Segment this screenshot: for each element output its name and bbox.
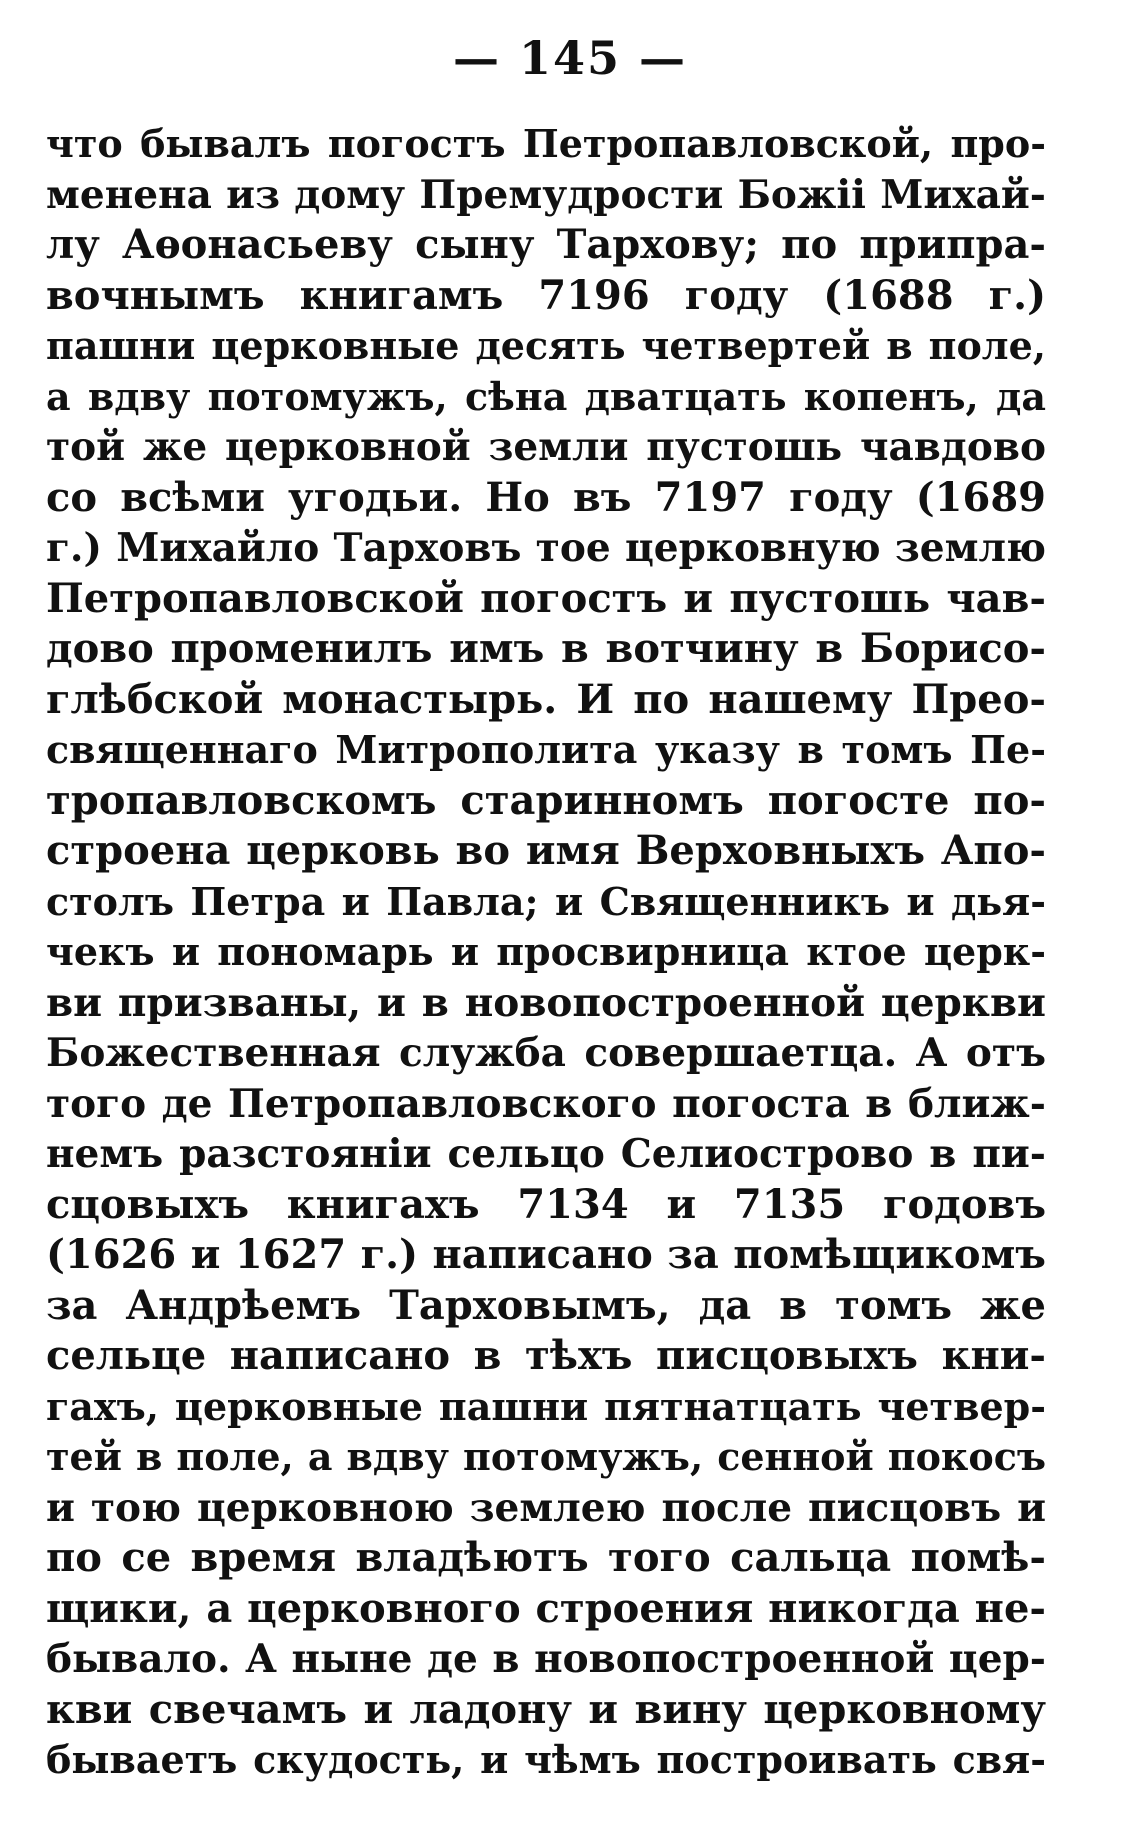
text-line: немъ разстояніи сельцо Селиострово в пи- <box>46 1131 1046 1177</box>
text-line: г.) Михайло Тарховъ тое церковную землю <box>46 525 1046 571</box>
text-line: сельце написано в тѣхъ писцовыхъ кни- <box>46 1332 1046 1379</box>
text-line: ви призваны, и в новопостроенной церкви <box>46 979 1046 1026</box>
text-line: за Андрѣемъ Тарховымъ, да в томъ же <box>46 1281 1046 1329</box>
text-line: что бывалъ погостъ Петропавловской, про- <box>46 121 1046 166</box>
text-line: со всѣми угодьи. Но въ 7197 году (1689 <box>46 473 1046 521</box>
body-text <box>46 119 1046 1786</box>
text-line: бывало. А ныне де в новопостроенной цер- <box>46 1636 1046 1682</box>
text-line: того де Петропавловского погоста в ближ- <box>46 1080 1046 1127</box>
text-line: строена церковь во имя Верховныхъ Апо- <box>46 827 1046 874</box>
text-line: Петропавловской погостъ и пустошь чав- <box>46 574 1046 622</box>
text-line: тропавловскомъ старинномъ погосте по- <box>46 776 1046 824</box>
text-line: бываетъ скудость, и чѣмъ построивать свя- <box>46 1737 1046 1782</box>
text-line: по се время владѣютъ того сальца помѣ- <box>46 1534 1046 1581</box>
page-number: — 145 — <box>452 31 688 85</box>
text-line: Божественная служба совершаетца. А отъ <box>46 1030 1046 1076</box>
text-line: вочнымъ книгамъ 7196 году (1688 г.) <box>46 271 1046 319</box>
text-line: кви свечамъ и ладону и вину церковному <box>46 1685 1046 1733</box>
text-line: дово променилъ имъ в вотчину в Борисо- <box>46 625 1046 672</box>
text-line: священнаго Митрополита указу в томъ Пе- <box>46 727 1046 772</box>
text-line: столъ Петра и Павла; и Священникъ и дья- <box>46 878 1046 924</box>
text-line: гахъ, церковные пашни пятнатцать четвер- <box>46 1383 1046 1429</box>
text-line: менена из дому Премудрости Божіі Михай- <box>46 171 1046 218</box>
text-line: а вдву потомужъ, сѣна дватцать копенъ, да <box>46 373 1046 419</box>
text-line: сцовыхъ книгахъ 7134 и 7135 годовъ <box>46 1180 1046 1228</box>
text-line: той же церковной земли пустошь чавдово <box>46 424 1046 470</box>
text-line: и тою церковною землею после писцовъ и <box>46 1484 1046 1531</box>
text-line: лу Аѳонасьеву сыну Тархову; по припра- <box>46 221 1046 268</box>
text-line: щики, а церковного строения никогда не- <box>46 1584 1046 1632</box>
text-line: чекъ и пономарь и просвирница ктое церк- <box>46 929 1046 974</box>
text-line: пашни церковные десять четвертей в поле, <box>46 323 1046 368</box>
text-line: глѣбской монастырь. И по нашему Прео- <box>46 675 1046 723</box>
text-line: (1626 и 1627 г.) написано за помѣщикомъ <box>46 1231 1046 1278</box>
text-line: тей в поле, а вдву потомужъ, сенной покосъ <box>46 1434 1046 1479</box>
